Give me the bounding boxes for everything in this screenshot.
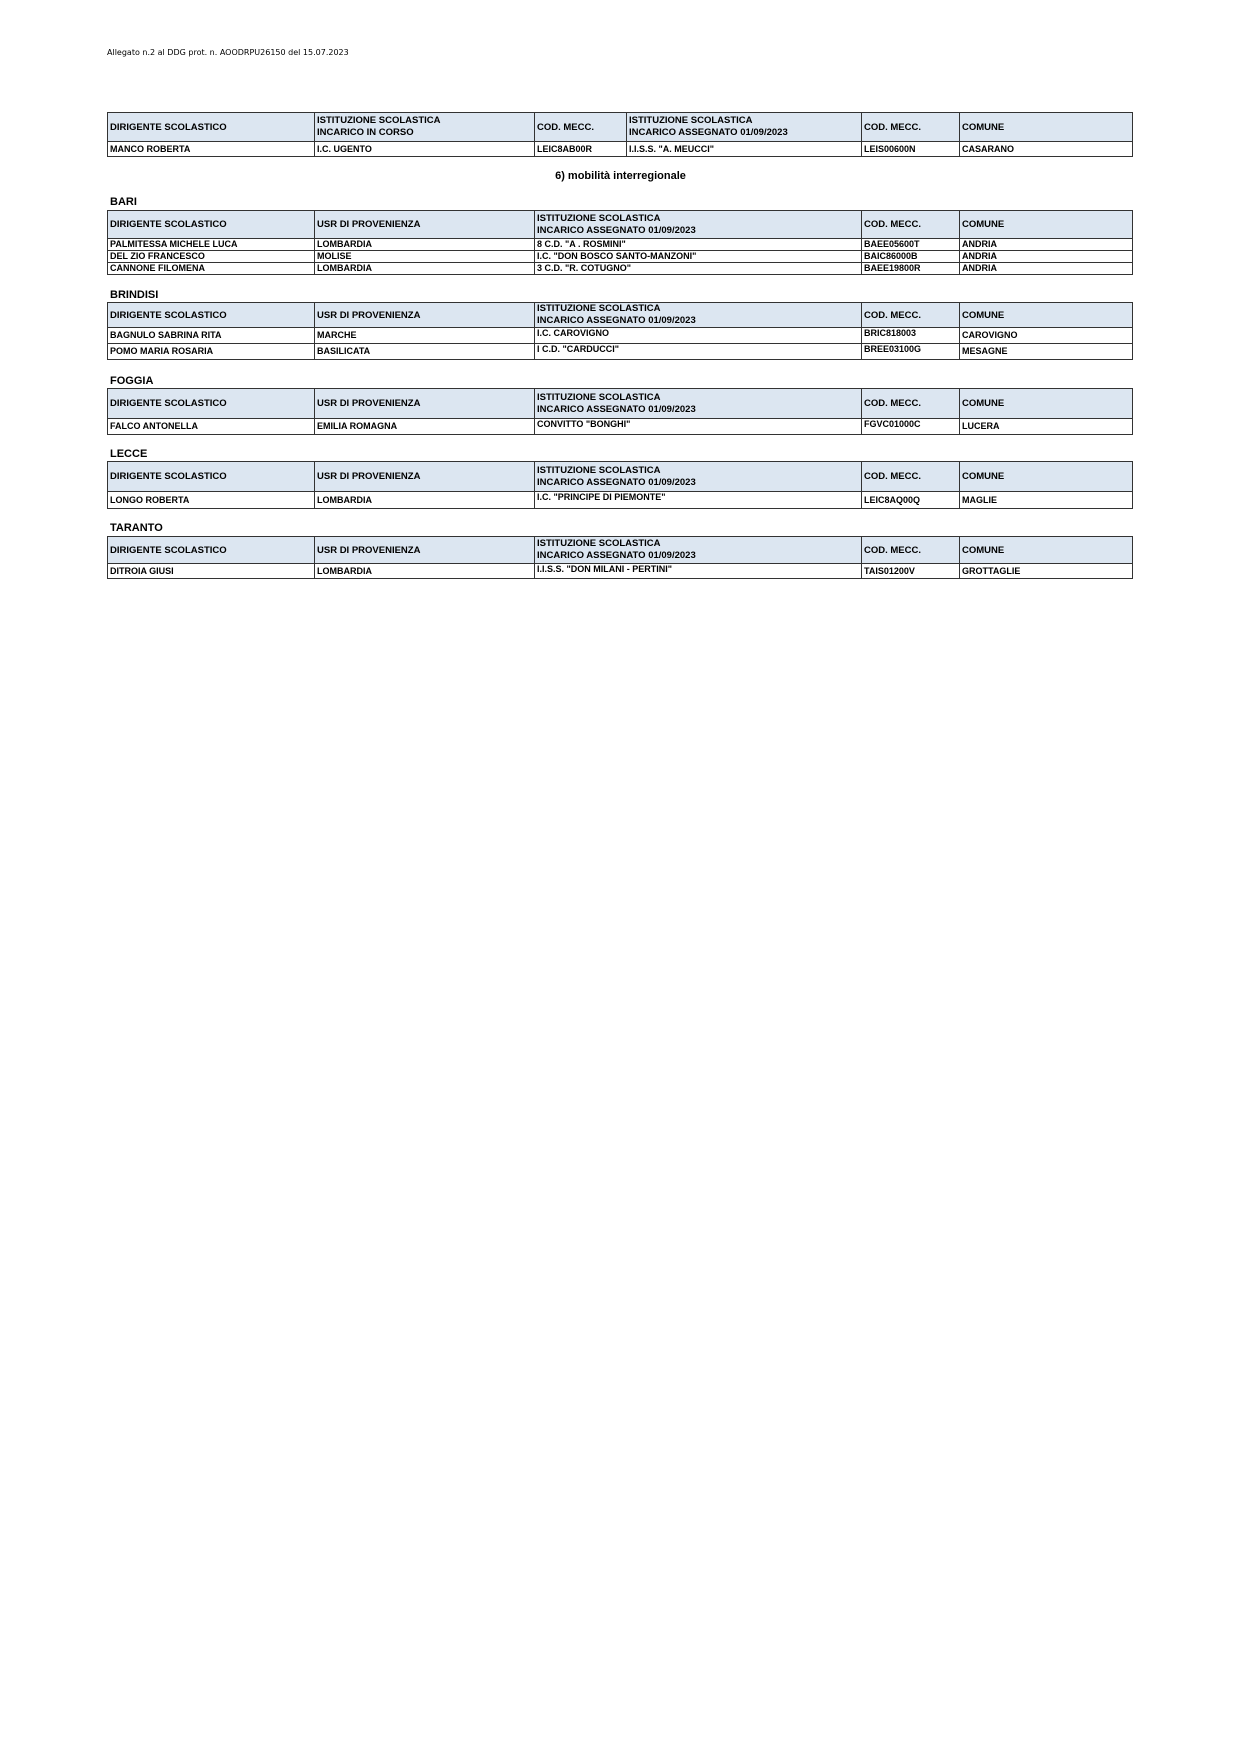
document-header-note: Allegato n.2 al DDG prot. n. AOODRPU26150 del 15.07.2023 <box>107 48 349 57</box>
cell-comune: ANDRIA <box>960 263 1133 275</box>
section-title: 6) mobilità interregionale <box>555 170 686 182</box>
cell-istituzione-assegnata: I.I.S.S. "A. MEUCCI" <box>627 142 862 157</box>
province-table-foggia <box>107 388 1133 435</box>
first-assignment-table-block <box>107 112 1132 157</box>
cell-cod-mecc: BAEE05600T <box>862 239 960 251</box>
col-header-usr: USR DI PROVENIENZA <box>315 462 535 492</box>
province-table-bari <box>107 210 1133 275</box>
province-table-taranto <box>107 536 1133 579</box>
cell-usr: LOMBARDIA <box>315 239 535 251</box>
first-assignment-table <box>107 112 1133 157</box>
cell-istituzione: I.C. "DON BOSCO SANTO-MANZONI" <box>535 251 862 263</box>
cell-comune: CAROVIGNO <box>960 328 1133 344</box>
cell-cod-mecc-2: LEIS00600N <box>862 142 960 157</box>
province-label-lecce: LECCE <box>110 448 148 460</box>
cell-usr: MARCHE <box>315 328 535 344</box>
cell-cod-mecc: FGVC01000C <box>862 419 960 435</box>
cell-dirigente: FALCO ANTONELLA <box>108 419 315 435</box>
cell-istituzione: 3 C.D. "R. COTUGNO" <box>535 263 862 275</box>
cell-dirigente: BAGNULO SABRINA RITA <box>108 328 315 344</box>
province-table-block-bari <box>107 210 1132 275</box>
cell-istituzione: I.C. "PRINCIPE DI PIEMONTE" <box>535 492 862 509</box>
col-header-dirigente: DIRIGENTE SCOLASTICO <box>108 462 315 492</box>
col-header-cod-mecc: COD. MECC. <box>862 389 960 419</box>
col-header-istituzione: ISTITUZIONE SCOLASTICA INCARICO ASSEGNATO 01/09/2023 <box>535 211 862 239</box>
table-row <box>108 263 1133 275</box>
col-header-usr: USR DI PROVENIENZA <box>315 303 535 328</box>
table-row <box>108 419 1133 435</box>
col-header-istituzione: ISTITUZIONE SCOLASTICA INCARICO ASSEGNATO 01/09/2023 <box>535 537 862 564</box>
col-header-cod-mecc: COD. MECC. <box>862 303 960 328</box>
table-row <box>108 239 1133 251</box>
cell-comune: GROTTAGLIE <box>960 564 1133 579</box>
province-table-brindisi <box>107 302 1133 360</box>
col-header-comune: COMUNE <box>960 462 1133 492</box>
col-header-dirigente: DIRIGENTE SCOLASTICO <box>108 303 315 328</box>
cell-cod-mecc: BRIC818003 <box>862 328 960 344</box>
province-table-block-taranto <box>107 536 1132 579</box>
cell-comune: LUCERA <box>960 419 1133 435</box>
cell-cod-mecc: BAIC86000B <box>862 251 960 263</box>
table-row <box>108 344 1133 360</box>
cell-dirigente: POMO MARIA ROSARIA <box>108 344 315 360</box>
col-header-dirigente: DIRIGENTE SCOLASTICO <box>108 537 315 564</box>
cell-usr: BASILICATA <box>315 344 535 360</box>
cell-cod-mecc: TAIS01200V <box>862 564 960 579</box>
col-header-usr: USR DI PROVENIENZA <box>315 389 535 419</box>
cell-cod-mecc: LEIC8AQ00Q <box>862 492 960 509</box>
cell-comune: CASARANO <box>960 142 1133 157</box>
col-header-istituzione: ISTITUZIONE SCOLASTICA INCARICO ASSEGNATO 01/09/2023 <box>535 462 862 492</box>
col-header-usr: USR DI PROVENIENZA <box>315 211 535 239</box>
col-header-istituzione-in-corso: ISTITUZIONE SCOLASTICA INCARICO IN CORSO <box>315 113 535 142</box>
col-header-cod-mecc: COD. MECC. <box>862 462 960 492</box>
table-row <box>108 251 1133 263</box>
table-row <box>108 328 1133 344</box>
cell-dirigente: DITROIA GIUSI <box>108 564 315 579</box>
province-table-block-foggia <box>107 388 1132 435</box>
cell-istituzione-in-corso: I.C. UGENTO <box>315 142 535 157</box>
cell-istituzione: CONVITTO "BONGHI" <box>535 419 862 435</box>
col-header-istituzione: ISTITUZIONE SCOLASTICA INCARICO ASSEGNATO 01/09/2023 <box>535 303 862 328</box>
col-header-comune: COMUNE <box>960 389 1133 419</box>
province-label-foggia: FOGGIA <box>110 375 154 387</box>
col-header-cod-mecc: COD. MECC. <box>862 537 960 564</box>
cell-istituzione: I C.D. "CARDUCCI" <box>535 344 862 360</box>
col-header-dirigente: DIRIGENTE SCOLASTICO <box>108 389 315 419</box>
col-header-istituzione: ISTITUZIONE SCOLASTICA INCARICO ASSEGNATO 01/09/2023 <box>535 389 862 419</box>
cell-cod-mecc: LEIC8AB00R <box>535 142 627 157</box>
cell-dirigente: DEL ZIO FRANCESCO <box>108 251 315 263</box>
col-header-cod-mecc-2: COD. MECC. <box>862 113 960 142</box>
province-label-taranto: TARANTO <box>110 522 163 534</box>
cell-comune: MESAGNE <box>960 344 1133 360</box>
col-header-comune: COMUNE <box>960 113 1133 142</box>
table-row <box>108 142 1133 157</box>
cell-istituzione: 8 C.D. "A . ROSMINI" <box>535 239 862 251</box>
province-label-bari: BARI <box>110 196 137 208</box>
cell-dirigente: MANCO ROBERTA <box>108 142 315 157</box>
province-table-block-brindisi <box>107 302 1132 360</box>
cell-dirigente: CANNONE FILOMENA <box>108 263 315 275</box>
col-header-istituzione-assegnata: ISTITUZIONE SCOLASTICA INCARICO ASSEGNATO 01/09/2023 <box>627 113 862 142</box>
province-table-lecce <box>107 461 1133 509</box>
cell-usr: LOMBARDIA <box>315 492 535 509</box>
cell-istituzione: I.C. CAROVIGNO <box>535 328 862 344</box>
cell-comune: ANDRIA <box>960 251 1133 263</box>
cell-cod-mecc: BREE03100G <box>862 344 960 360</box>
province-table-block-lecce <box>107 461 1132 509</box>
cell-comune: ANDRIA <box>960 239 1133 251</box>
col-header-comune: COMUNE <box>960 211 1133 239</box>
col-header-cod-mecc: COD. MECC. <box>535 113 627 142</box>
col-header-comune: COMUNE <box>960 303 1133 328</box>
table-row <box>108 564 1133 579</box>
col-header-usr: USR DI PROVENIENZA <box>315 537 535 564</box>
cell-comune: MAGLIE <box>960 492 1133 509</box>
province-label-brindisi: BRINDISI <box>110 289 159 301</box>
col-header-cod-mecc: COD. MECC. <box>862 211 960 239</box>
col-header-dirigente: DIRIGENTE SCOLASTICO <box>108 113 315 142</box>
cell-cod-mecc: BAEE19800R <box>862 263 960 275</box>
cell-dirigente: LONGO ROBERTA <box>108 492 315 509</box>
cell-usr: LOMBARDIA <box>315 263 535 275</box>
col-header-dirigente: DIRIGENTE SCOLASTICO <box>108 211 315 239</box>
cell-usr: EMILIA ROMAGNA <box>315 419 535 435</box>
col-header-comune: COMUNE <box>960 537 1133 564</box>
cell-istituzione: I.I.S.S. "DON MILANI - PERTINI" <box>535 564 862 579</box>
cell-usr: MOLISE <box>315 251 535 263</box>
cell-usr: LOMBARDIA <box>315 564 535 579</box>
cell-dirigente: PALMITESSA MICHELE LUCA <box>108 239 315 251</box>
table-row <box>108 492 1133 509</box>
